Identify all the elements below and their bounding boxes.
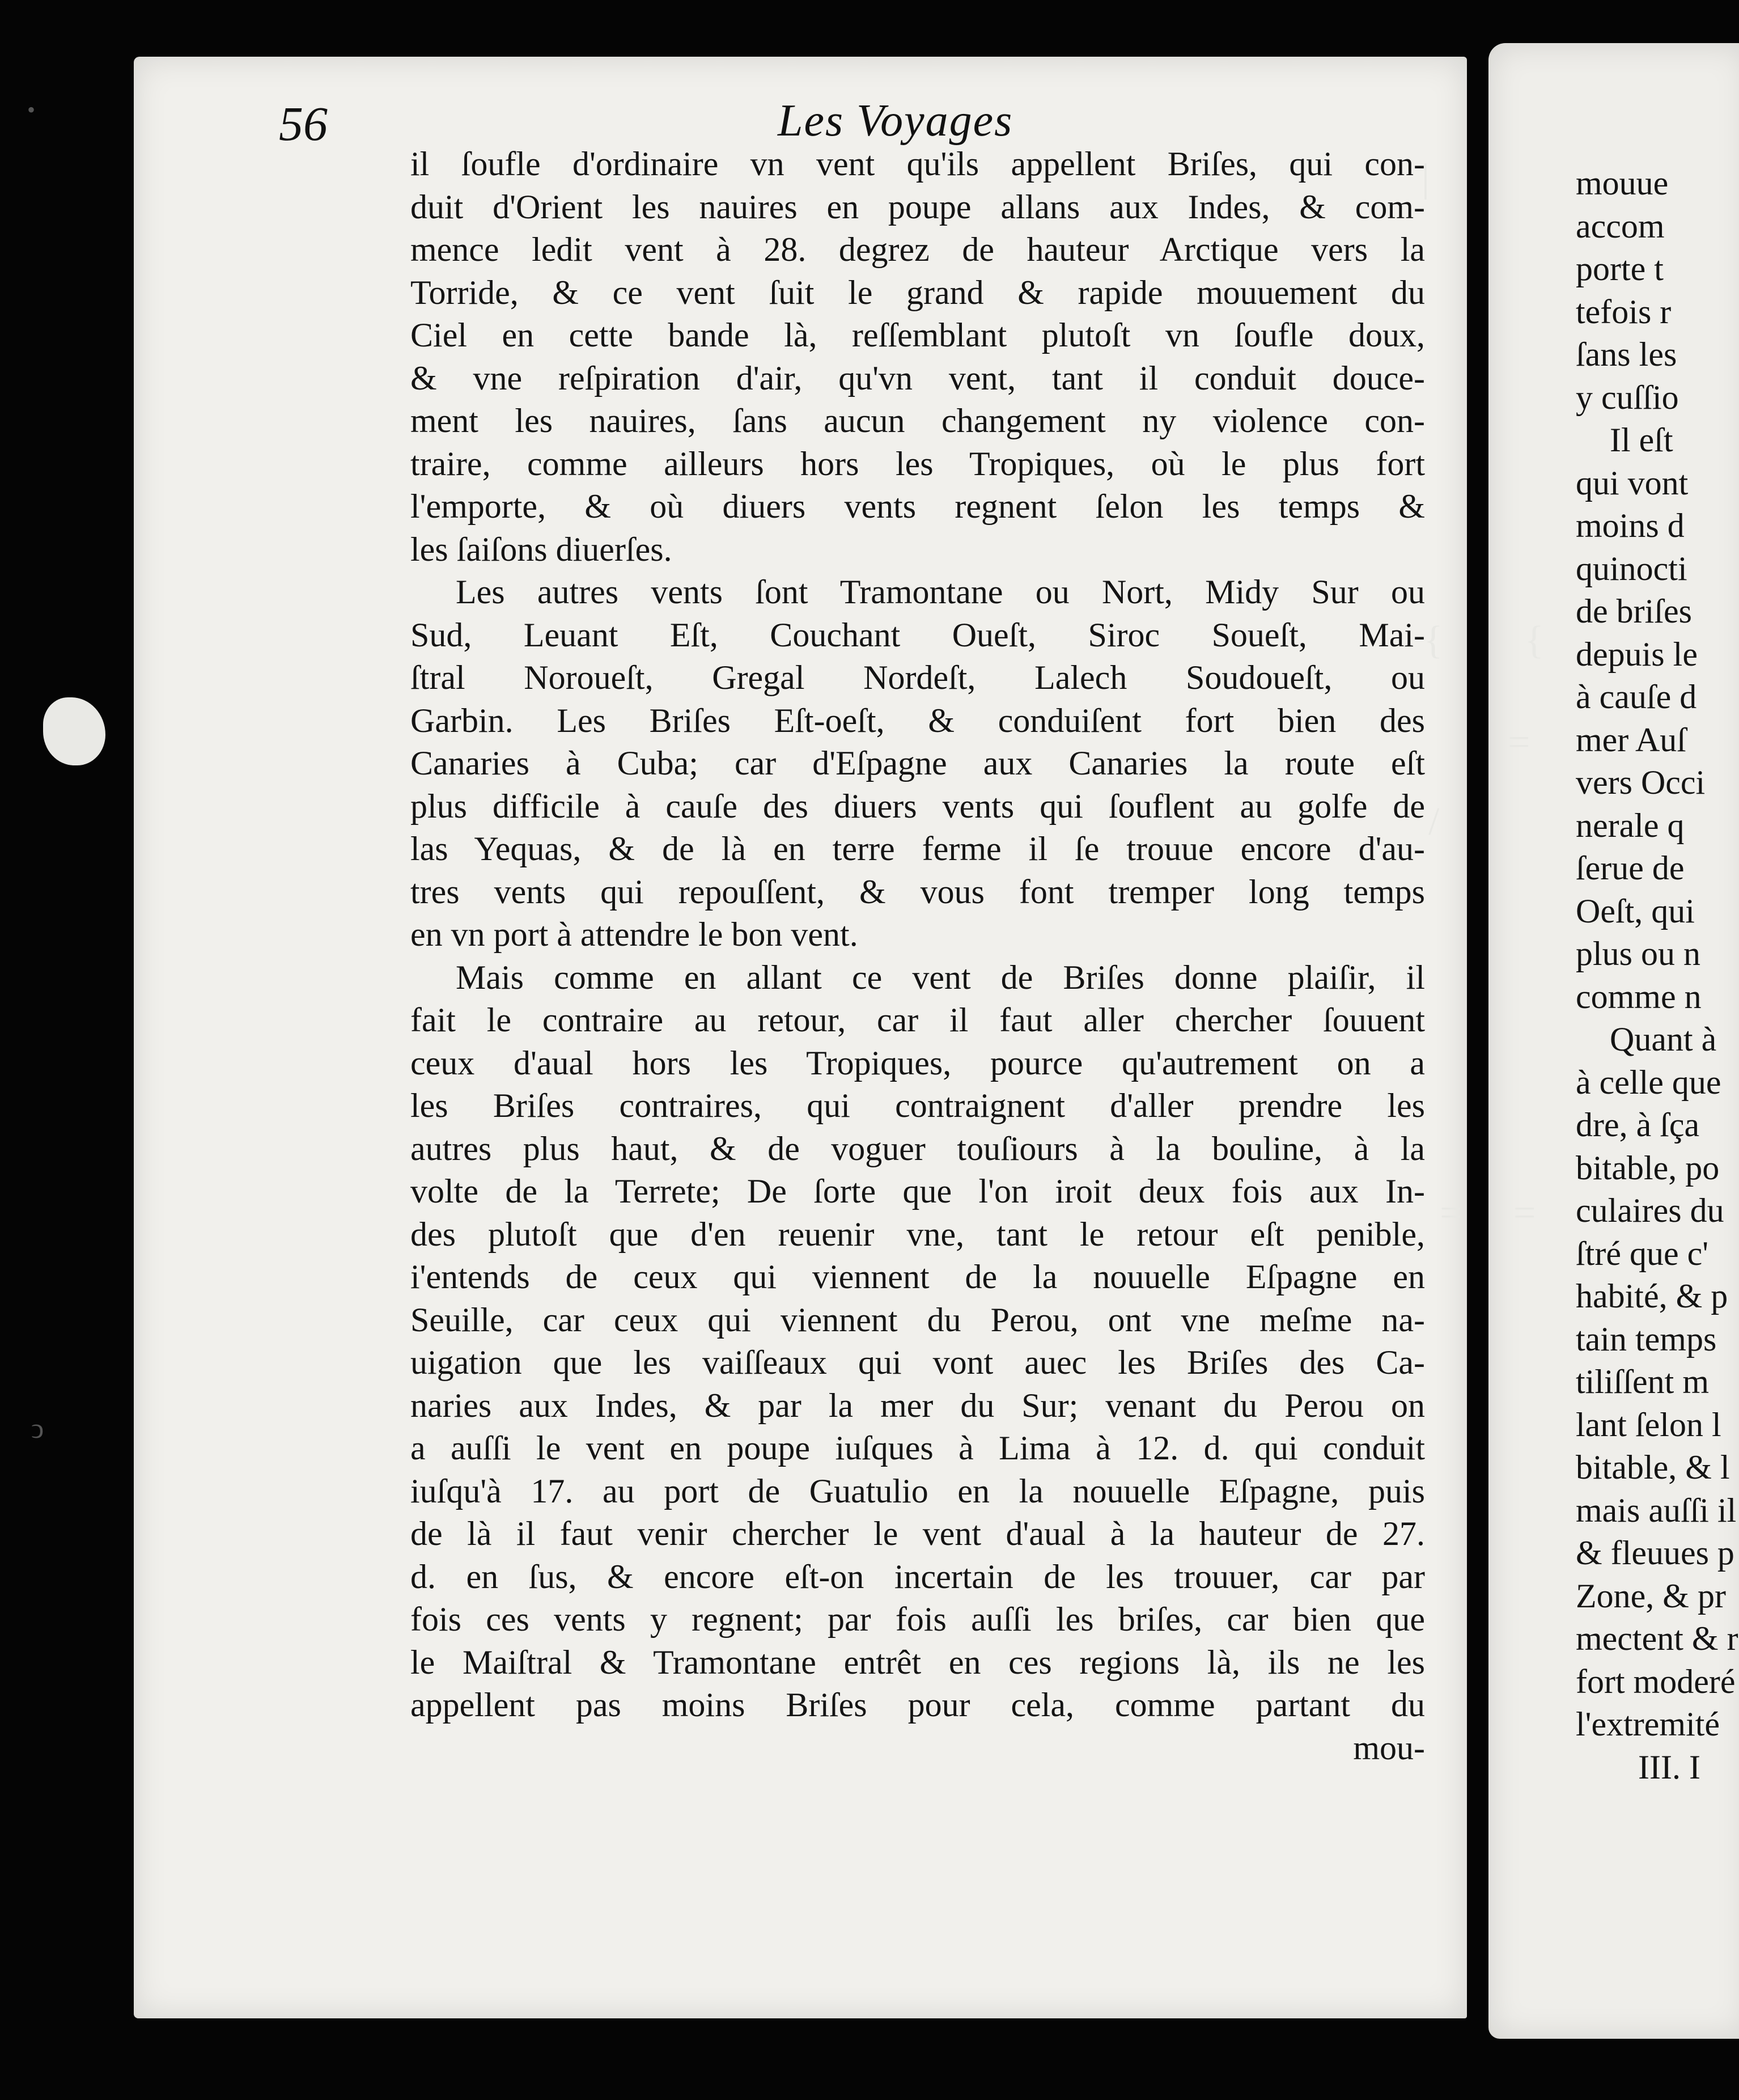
right-page-line: tain temps [1576, 1320, 1717, 1358]
right-page-line: plus ou n [1576, 935, 1701, 972]
right-page-line: depuis le [1576, 635, 1698, 673]
right-page-line: fort moderé [1576, 1662, 1736, 1700]
text-line: Canaries à Cuba; car d'Eſpagne aux Canaries la route eſt [410, 744, 1425, 782]
right-page-line: III. I [1638, 1748, 1700, 1786]
right-page-line: bitable, & l [1576, 1449, 1730, 1486]
text-line: ceux d'aual hors les Tropiques, pource qu'autrement on a [410, 1044, 1425, 1082]
text-line: iuſqu'à 17. au port de Guatulio en la nouuelle Eſpagne, puis [410, 1472, 1425, 1510]
right-page-line: lant ſelon l [1576, 1405, 1721, 1443]
right-page-line: qui vont [1576, 464, 1689, 502]
text-line: Torride, & ce vent ſuit le grand & rapide mouuement du [410, 273, 1425, 311]
right-page-line: comme n [1576, 977, 1702, 1015]
right-page-line: y cuſſio [1576, 378, 1679, 416]
right-page-line: à celle que [1576, 1063, 1721, 1101]
text-line: d. en ſus, & encore eſt-on incertain de les trouuer, car par [410, 1557, 1425, 1595]
text-line: Ciel en cette bande là, reſſemblant plutoſt vn ſoufle doux, [410, 316, 1425, 354]
right-page-line: tefois r [1576, 293, 1672, 331]
right-page-line: Zone, & pr [1576, 1577, 1726, 1615]
right-page-line: ſerue de [1576, 849, 1685, 887]
running-head: Les Voyages [778, 96, 1013, 146]
right-page-line: vers Occi [1576, 764, 1706, 801]
text-line: tres vents qui repouſſent, & vous font tremper long temps [410, 873, 1425, 911]
text-line: le Maiſtral & Tramontane entrêt en ces regions là, ils ne les [410, 1643, 1425, 1681]
text-line: Garbin. Les Briſes Eſt-oeſt, & conduiſent fort bien des [410, 701, 1425, 739]
text-line: uigation que les vaiſſeaux qui vont auec les Briſes des Ca- [410, 1344, 1425, 1381]
text-line: i'entends de ceux qui viennent de la nouuelle Eſpagne en [410, 1258, 1425, 1295]
text-line: ment les nauires, ſans aucun changement ny violence con- [410, 402, 1425, 439]
text-line: des plutoſt que d'en reuenir vne, tant le retour eſt penible, [410, 1215, 1425, 1253]
text-line: l'emporte, & où diuers vents regnent ſelon les temps & [410, 488, 1425, 525]
text-line: las Yequas, & de là en terre ferme il ſe trouue encore d'au- [410, 830, 1425, 867]
right-page-line: culaires du [1576, 1192, 1724, 1229]
right-page-line: de briſes [1576, 592, 1692, 630]
text-line: en vn port à attendre le bon vent. [410, 916, 858, 953]
ink-speck: • [27, 97, 36, 122]
right-page-line: ſtré que c' [1576, 1234, 1709, 1272]
text-line: les ſaiſons diuerſes. [410, 530, 672, 568]
right-page-line: mectent & r [1576, 1620, 1738, 1657]
text-line: a auſſi le vent en poupe iuſques à Lima à 12. d. qui conduit [410, 1429, 1425, 1467]
text-line: appellent pas moins Briſes pour cela, comme partant du [410, 1686, 1425, 1724]
right-page-line: accom [1576, 207, 1665, 245]
margin-bracket: = [1513, 1191, 1536, 1235]
margin-bracket: { [1424, 619, 1443, 662]
text-line: les Briſes contraires, qui contraignent d'aller prendre les [410, 1087, 1425, 1124]
text-line: autres plus haut, & de voguer touſiours à la bouline, à la [410, 1129, 1425, 1167]
catchword: mou- [1353, 1729, 1425, 1767]
text-line: Seuille, car ceux qui viennent du Perou, ont vne meſme na- [410, 1301, 1425, 1339]
text-line: il ſoufle d'ordinaire vn vent qu'ils appellent Briſes, qui con- [410, 145, 1425, 183]
margin-bracket: / [1428, 800, 1440, 844]
right-page-line: mais auſſi il [1576, 1491, 1737, 1529]
text-line: ſtral Noroueſt, Gregal Nordeſt, Lalech Soudoueſt, ou [410, 659, 1425, 696]
text-line: de là il faut venir chercher le vent d'aual à la hauteur de 27. [410, 1515, 1425, 1552]
text-line: Les autres vents ſont Tramontane ou Nort, Midy Sur ou [456, 573, 1425, 611]
ink-speck: ↄ [31, 1412, 44, 1444]
text-line: fait le contraire au retour, car il faut aller chercher ſouuent [410, 1001, 1425, 1039]
right-page-line: Quant à [1610, 1021, 1717, 1058]
body-text [410, 143, 1425, 1769]
right-page-line: l'extremité [1576, 1705, 1720, 1743]
text-line: traire, comme ailleurs hors les Tropiques, où le plus fort [410, 444, 1425, 482]
text-line: fois ces vents y regnent; par fois auſſi les briſes, car bien que [410, 1601, 1425, 1638]
text-line: Mais comme en allant ce vent de Briſes donne plaiſir, il [456, 958, 1425, 996]
right-page-line: dre, à ſça [1576, 1106, 1700, 1144]
right-page-line: & fleuues p [1576, 1534, 1734, 1572]
right-page-line: Il eſt [1610, 421, 1673, 459]
right-page-text [1576, 162, 1739, 1789]
margin-bracket: = [1508, 721, 1530, 764]
right-page-line: habité, & p [1576, 1277, 1728, 1315]
right-page-line: porte t [1576, 250, 1664, 287]
right-page-line: à cauſe d [1576, 678, 1697, 715]
text-line: mence ledit vent à 28. degrez de hauteur Arctique vers la [410, 231, 1425, 268]
right-page-line: nerale q [1576, 806, 1685, 844]
right-page-line: ſans les [1576, 336, 1677, 373]
text-line: volte de la Terrete; De ſorte que l'on iroit deux fois aux In- [410, 1172, 1425, 1210]
text-line: naries aux Indes, & par la mer du Sur; venant du Perou on [410, 1386, 1425, 1424]
margin-bracket: { [1525, 619, 1544, 662]
right-page-line: mer Auſ [1576, 721, 1686, 759]
right-page-line: Oeſt, qui [1576, 892, 1695, 930]
right-page-line: moins d [1576, 507, 1685, 544]
text-line: duit d'Orient les nauires en poupe allans aux Indes, & com- [410, 188, 1425, 226]
text-line: & vne reſpiration d'air, qu'vn vent, tant il conduit douce- [410, 359, 1425, 397]
page-number: 56 [279, 96, 328, 151]
text-line: plus difficile à cauſe des diuers vents qui ſouflent au golfe de [410, 787, 1425, 825]
right-page-line: tiliſſent m [1576, 1363, 1709, 1400]
right-page-line: bitable, po [1576, 1149, 1720, 1187]
right-page-line: quinocti [1576, 549, 1687, 587]
margin-bracket: = [1440, 1191, 1462, 1235]
margin-bracket: | [1422, 156, 1430, 200]
right-page-line: mouue [1576, 164, 1669, 202]
paper-flaw [43, 697, 105, 765]
text-line: Sud, Leuant Eſt, Couchant Oueſt, Siroc Soueſt, Mai- [410, 616, 1425, 654]
